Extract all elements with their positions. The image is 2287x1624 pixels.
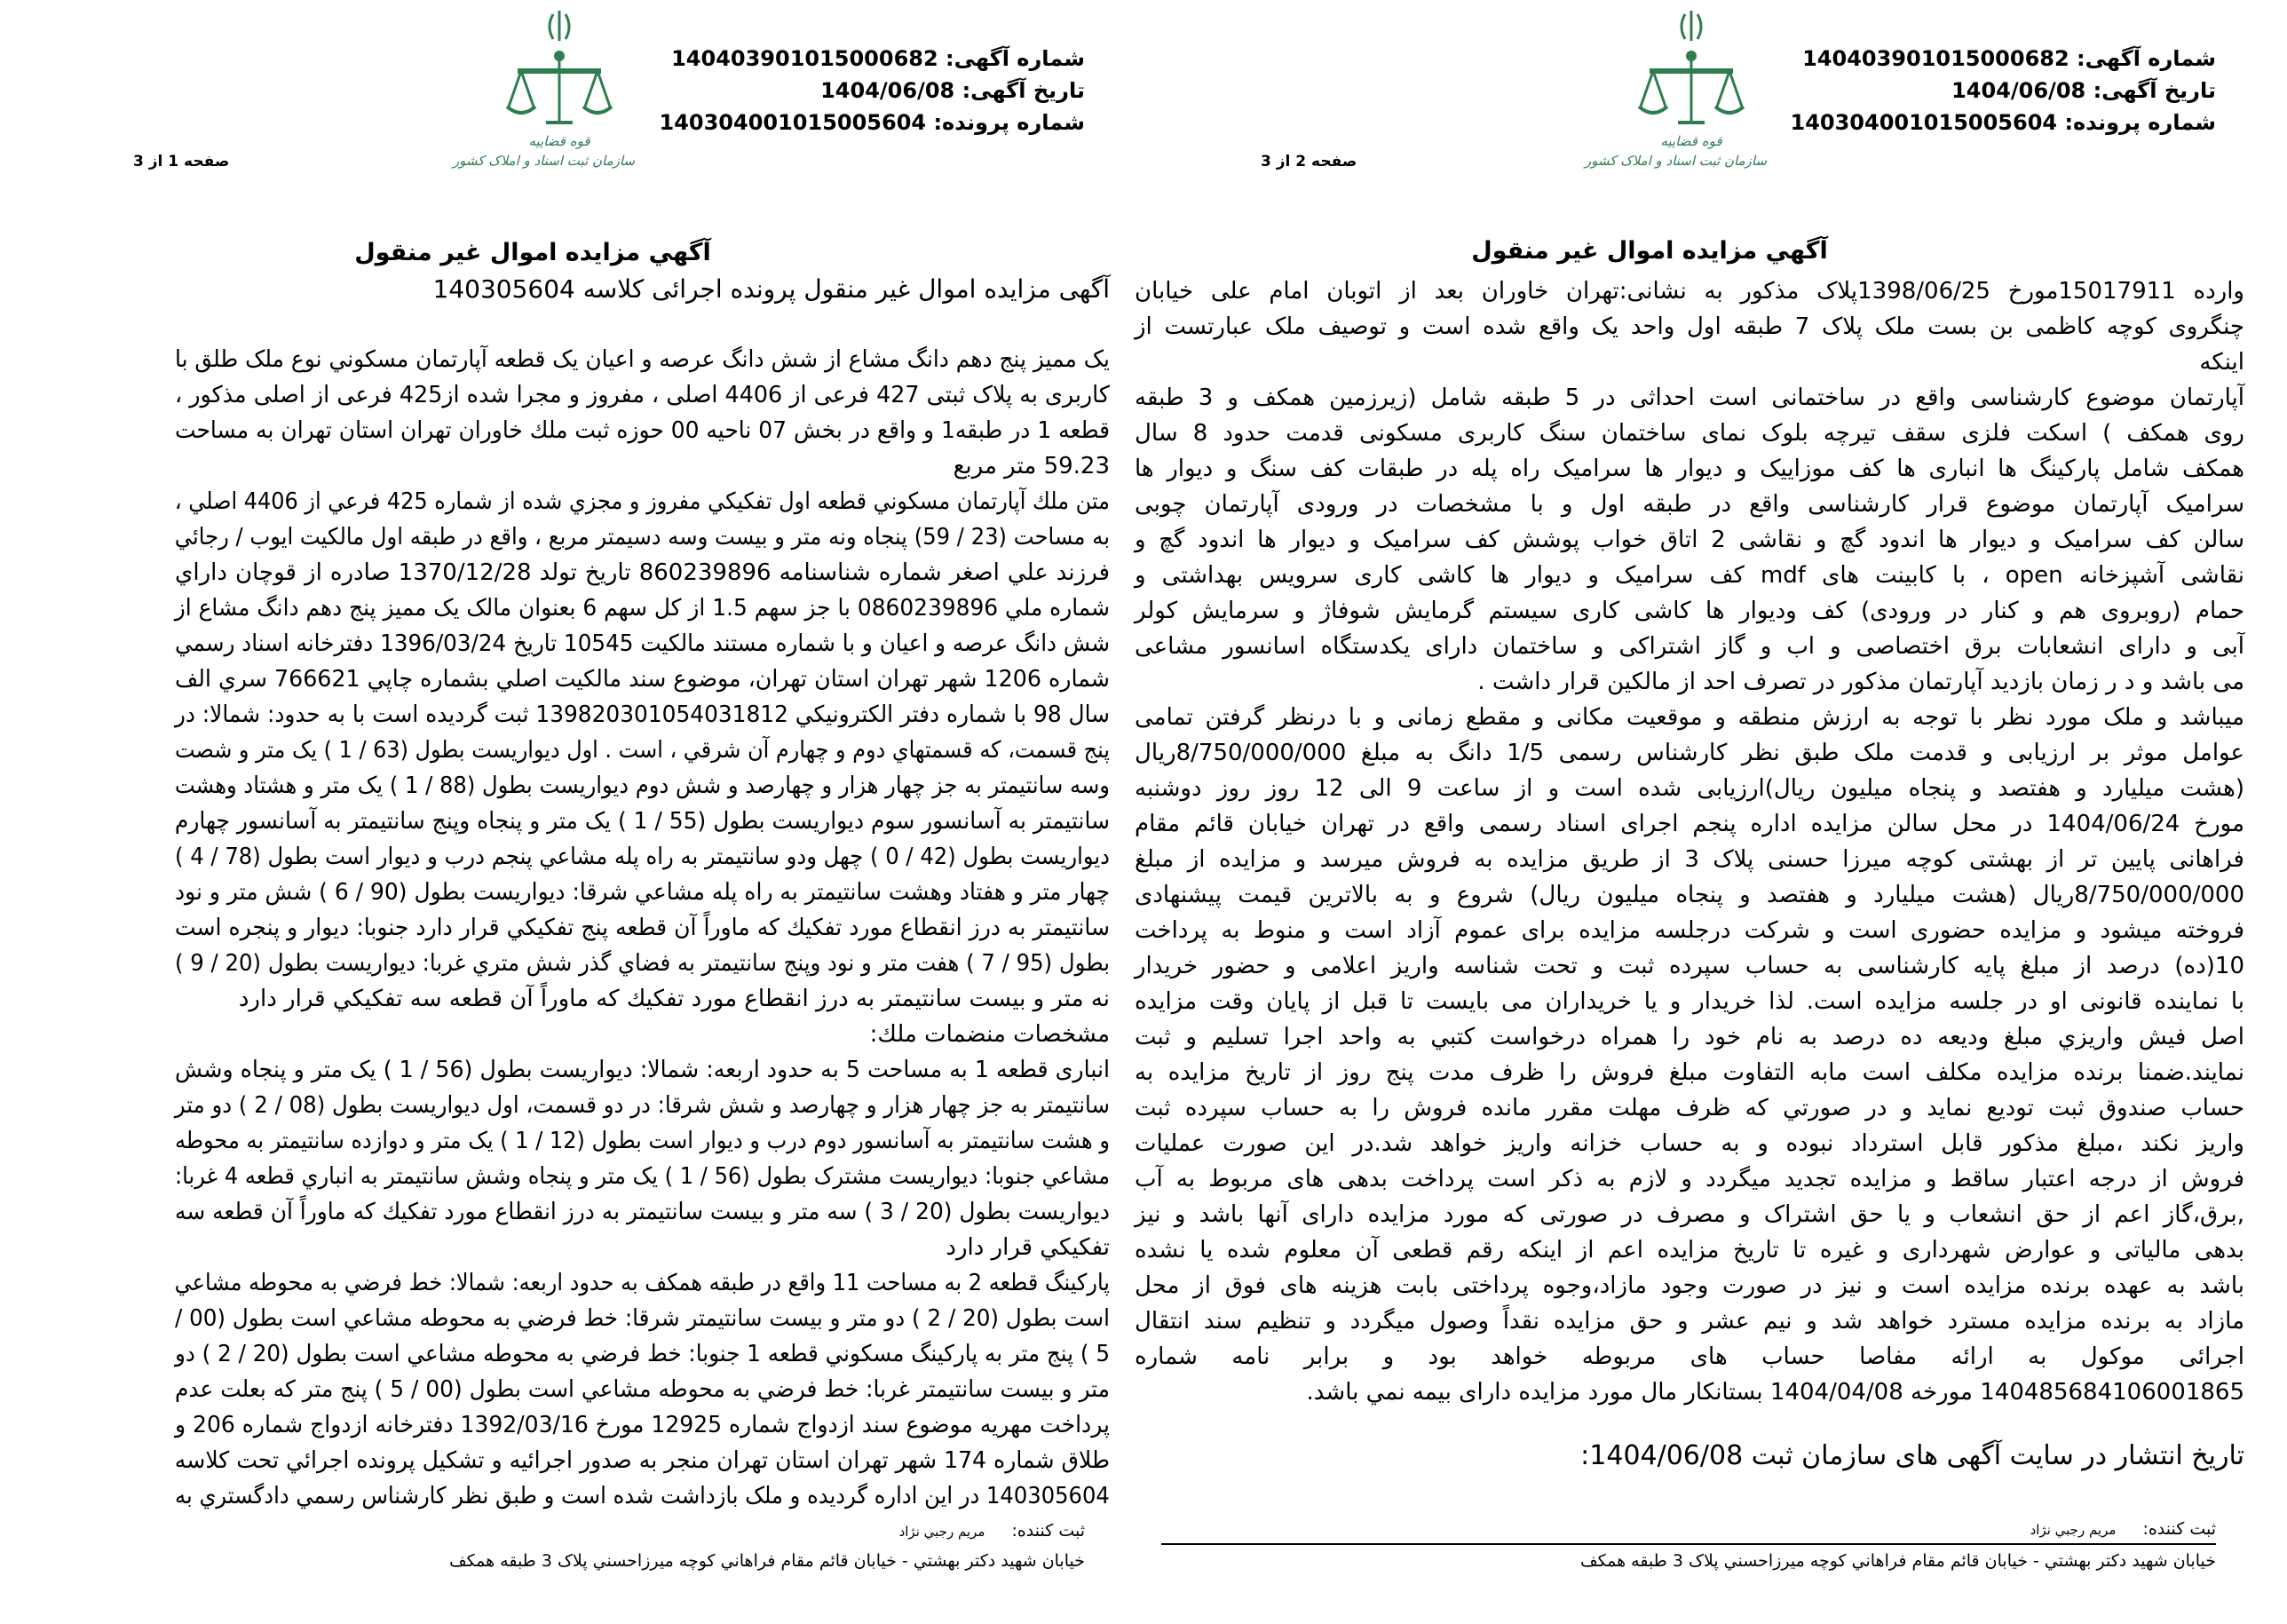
text-line-content: شماره 1206 شهر تهران استان تهران، موضوع سند مالكيت اصلي بشماره چاپي 766621 سري الف <box>175 666 1110 693</box>
header-info <box>1791 43 2217 139</box>
judiciary-logo <box>452 7 635 207</box>
text-line <box>1135 1374 2244 1410</box>
text-line <box>175 804 1110 839</box>
text-line <box>1135 913 2244 948</box>
text-line-content: (هشت میلیارد و هفتصد و پنجاه میلیون ریال)ارزیابی شده است و از ساعت 9 الی 12 روز روز دوشنبه <box>1135 775 2244 802</box>
text-line-content: تفكيكي قرار دارد <box>946 1234 1110 1261</box>
text-line <box>175 1301 1110 1336</box>
text-line <box>1135 1303 2244 1339</box>
text-line-content: چهار متر و هفتاد وهشت سانتيمتر به راه پله مشاعي شرقا: ديواريست بطول (90 / 6 ) شش متر و نود <box>175 879 1111 906</box>
text-line-content: ,برق،گاز اعم از حق انشعاب و یا حق اشتراک و مصرف در صورتی که مورد مزایده دارای آنها باشد و نیز <box>1135 1201 2244 1228</box>
text-line <box>1135 416 2244 451</box>
text-line <box>175 1336 1110 1372</box>
publish-date-line: تاریخ انتشار در سایت آگهی های سازمان ثبت 1404/06/08: <box>1580 1440 2244 1471</box>
text-line <box>175 1443 1110 1478</box>
text-line-content: سانتيمتر به آسانسور سوم ديواريست بطول (55 / 1 ) يک متر و پنجاه وپنج سانتيمتر به آسانسور چهارم <box>174 808 1110 835</box>
text-line-content: با نماینده قانونی او در جلسه مزایده است. لذا خریدار و یا خریداران می بایست تا قبل از پایان وقت مزایده <box>1135 988 2244 1015</box>
text-line-content: مشاعي جنوبا: ديواريست مشترک بطول (56 / 1 ) يک متر و پنجاه وشش سانتيمتر به انباري قطعه 4 غربا: <box>175 1163 1111 1190</box>
text-line <box>1135 1090 2244 1126</box>
text-line-content: کاربری به پلاک ثبتی 427 فرعی از 4406 اصلی ، مفروز و مجرا شده از425 فرعی از اصلی مذکور ، <box>175 382 1110 408</box>
text-line-content: آپارتمان موضوع کارشناسی واقع در ساختمانی است احداثی در 5 طبقه شامل (زیرزمین همکف و 3 طبقه <box>1135 384 2245 411</box>
header-info <box>660 43 1086 139</box>
text-line <box>175 1478 1110 1514</box>
text-line-content: 59.23 متر مربع <box>953 453 1110 479</box>
registrar: ثبت کننده:مریم رجبي نژاد <box>898 1521 1085 1541</box>
text-line <box>1135 273 2244 309</box>
page-title: آگهي مزايده اموال غير منقول <box>354 239 711 266</box>
ad-number: شماره آگهی: 140403901015000682 <box>671 46 1085 71</box>
text-line <box>1135 629 2244 664</box>
case-number: شماره پرونده: 140304001015005604 <box>1790 110 2216 135</box>
text-line <box>1135 664 2244 700</box>
text-line-content: 5 ) پنج متر به پاركينگ مسكوني قطعه 1 جنوبا: خط فرضي به محوطه مشاعي است بطول (20 / 2 ) دو <box>174 1341 1110 1367</box>
text-line <box>1135 522 2244 558</box>
logo-text-judiciary: قوه قضاییه <box>528 133 590 149</box>
text-line-content: شش دانگ عرصه و اعیان و با شماره مستند مالکیت 10545 تاریخ 1396/03/24 دفترخانه اسناد رسمي <box>175 630 1111 657</box>
text-line <box>1135 1268 2244 1303</box>
text-line <box>1135 345 2244 380</box>
scales-of-justice-icon <box>1634 7 1749 131</box>
text-line-content: پاركينگ قطعه 2 به مساحت 11 واقع در طبقه همکف به حدود اربعه: شمالا: خط فرضي به محوطه مشاعي <box>174 1270 1110 1296</box>
text-line <box>175 484 1110 519</box>
text-line <box>1135 558 2244 593</box>
text-line-content: وسه سانتيمتر به جز چهار هزار و چهارصد و شش دوم ديواريست بطول (88 / 1 ) يک متر و هشتاد وهشت <box>174 772 1110 799</box>
notice-body <box>175 342 1110 1514</box>
text-line-content: مورخ 1404/06/24 در محل سالن مزایده اداره پنجم اجرای اسناد رسمی واقع در تهران خیابان قائم مقام <box>1135 811 2244 837</box>
text-line <box>175 626 1110 661</box>
text-line <box>175 1194 1110 1230</box>
page-subtitle: آگهی مزایده اموال غیر منقول پرونده اجرائی کلاسه 140305604 <box>432 274 1110 304</box>
text-line <box>1135 451 2244 487</box>
text-line-content: فروش از درجه اعتبار ساقط و مزایده تجدید میگردد و لازم به ذکر است پرداخت بدهی های مربوط به آب <box>1135 1166 2244 1192</box>
text-line <box>175 448 1110 484</box>
text-line <box>175 590 1110 626</box>
text-line <box>175 1017 1110 1052</box>
text-line <box>175 342 1110 377</box>
text-line <box>1135 1232 2244 1268</box>
text-line <box>1135 842 2244 877</box>
text-line-content: بدهی مالیاتی و عوارض شهرداری و غیره تا تاریخ مزایده اعم از اینکه رقم قطعی آن معلوم شده یا نشده <box>1135 1237 2244 1264</box>
notice-body <box>1135 273 2244 1410</box>
text-line <box>1135 593 2244 629</box>
text-line <box>175 555 1110 590</box>
text-line <box>175 697 1110 733</box>
page-2 <box>1136 0 2287 1624</box>
text-line-content: 140305604 در این اداره گرديده و ملک بازداشت شده است و طبق نظر كارشناس رسمي دادگستري به <box>175 1483 1110 1509</box>
text-line-content: مازاد به برنده مزایده مسترد خواهد شد و نیم عشر و حق مزایده نقداً وصول میگردد و تنظیم سند انتقال <box>1135 1308 2244 1335</box>
text-line-content: آبی و دارای انشعابات برق اختصاصی و اب و گاز اشتراکی و ساختمان دارای یکدستگاه اسانسور مشاعی <box>1135 633 2244 660</box>
text-line-content: 140485684106001865 مورخه 1404/04/08 بستانکار مال مورد مزایده دارای بیمه نمي باشد. <box>1306 1379 2244 1406</box>
text-line-content: اجرائی موکول به ارائه مفاصا حساب های مربوطه خواهد بود و برابر نامه شماره <box>1135 1343 2244 1370</box>
page-title: آگهي مزايده اموال غير منقول <box>1471 237 1828 265</box>
text-line-content: اصل فیش واریزي مبلغ ودیعه ده درصد به نام خود را همراه درخواست کتبي به واحد اجرا تسلیم و ثبت <box>1135 1024 2244 1050</box>
scales-of-justice-icon <box>502 7 617 131</box>
text-line-content: روی همکف ) اسکت فلزی سقف تیرچه بلوک نمای ساختمان سنگ کاربری مسکونی قدمت حدود 8 سال <box>1135 420 2244 447</box>
address: خيابان شهيد دكتر بهشتي - خيابان قائم مقام فراهاني كوچه ميرزاحسني پلاک 3 طبقه همكف <box>448 1551 1085 1571</box>
text-line-content: پرداخت مهريه موضوع سند ازدواج شماره 12925 مورخ 1392/03/16 دفترخانه ازدواج شماره 206 و <box>174 1412 1110 1438</box>
text-line <box>175 1088 1110 1123</box>
text-line <box>1135 1339 2244 1374</box>
text-line-content: واریز نکند ،مبلغ مذکور قابل استرداد نبوده و به حساب خزانه واریز خواهد شد.در این صورت عملیات <box>1135 1130 2244 1157</box>
text-line <box>1135 948 2244 984</box>
text-line-content: متر و بيست سانتيمتر غربا: خط فرضي به محوطه مشاعي است بطول (00 / 5 ) پنج متر كه بعلت عدم <box>175 1376 1110 1403</box>
text-line <box>1135 877 2244 913</box>
text-line <box>1135 1126 2244 1161</box>
registrar: ثبت کننده:مریم رجبي نژاد <box>2030 1519 2216 1539</box>
text-line <box>175 661 1110 697</box>
text-line-content: نه متر و بيست سانتيمتر به درز انقطاع مورد تفكيك كه ماوراً آن قطعه سه تفكيكي قرار دارد <box>238 986 1110 1012</box>
text-line-content: فروخته میشود و مزایده حضوری است و شرکت درجلسه مزایده برای عموم آزاد است و منوط به پرداخت <box>1135 917 2244 944</box>
text-line <box>175 1407 1110 1443</box>
text-line-content: است بطول (20 / 2 ) دو متر و بيست سانتيمتر شرقا: خط فرضي به محوطه مشاعي است بطول (00 / <box>174 1305 1110 1332</box>
text-line <box>1135 806 2244 842</box>
text-line-content: و هشت سانتيمتر به آسانسور دوم درب و ديوار است بطول (12 / 1 ) يک متر و دوازده سانتيمتر به محوطه <box>175 1128 1110 1154</box>
text-line <box>1135 487 2244 522</box>
text-line-content: سانتيمتر به جز چهار هزار و چهارصد و شش شرقا: در دو قسمت، اول ديواريست بطول (08 / 2 ) دو متر <box>174 1092 1111 1119</box>
text-line <box>1135 1197 2244 1232</box>
text-line <box>175 981 1110 1017</box>
page-1 <box>0 0 1136 1624</box>
text-line <box>175 839 1110 875</box>
logo-text-registration-org: سازمان ثبت اسناد و املاک کشور <box>452 153 635 169</box>
text-line <box>175 1123 1110 1159</box>
text-line <box>1135 700 2244 735</box>
text-line-content: سال 98 با شماره دفتر الكترونيكي 139820301054031812 ثبت گرديده است با به حدود: شمالا: در <box>174 701 1110 728</box>
text-line-content: ديواريست بطول (20 / 3 ) سه متر و بيست سانتيمتر به درز انقطاع مورد تفكيك كه ماوراً آن قطعه سه <box>175 1199 1110 1225</box>
text-line-content: اینکه <box>2199 349 2244 376</box>
text-line <box>175 733 1110 768</box>
ad-date: تاریخ آگهی: 1404/06/08 <box>1951 78 2216 103</box>
text-line-content: یک ممیز پنج دهم دانگ مشاع از شش دانگ عرصه و اعیان یک قطعه آپارتمان مسکوني نوع ملک طلق با <box>175 346 1110 373</box>
text-line-content: فراهانی پایین تر از بهشتی کوچه میرزا حسنی پلاک 3 از طریق مزایده به فروش میرسد و مزایده از مبلغ <box>1135 846 2244 873</box>
text-line-content: بطول (95 / 7 ) هفت متر و نود وپنج سانتيمتر به فضاي گذر شش متري غربا: ديواريست بطول (20 / 9 ) <box>175 950 1110 977</box>
text-line <box>1135 380 2244 416</box>
text-line <box>1135 1055 2244 1090</box>
text-line <box>1135 1161 2244 1197</box>
text-line <box>175 1372 1110 1407</box>
text-line-content: متن ملك آپارتمان مسكوني قطعه اول تفكيكي مفروز و مجزي شده از شماره 425 فرعي از 4406 اصلي ، <box>174 488 1110 515</box>
text-line <box>175 768 1110 804</box>
text-line-content: عوامل موثر بر ارزیابی و قدمت ملک طبق نظر کارشناس رسمی 1/5 دانگ به مبلغ 8/750/000/000ریال <box>1135 740 2244 766</box>
text-line-content: 10(ده) درصد از مبلغ پایه کارشناسی به حساب سپرده ثبت و تحت شناسه واریز اعلامی و حضور خریدار <box>1135 953 2244 979</box>
text-line-content: نمایند.ضمنا برنده مزایده مکلف است مابه التفاوت مبلغ فروش را ظرف مدت پنج روز از تاریخ مزایده به <box>1135 1059 2244 1086</box>
text-line-content: وارده 15017911مورخ 1398/06/25پلاک مذکور به نشانی:تهران خاوران بعد از اتوبان امام علی خیابان <box>1135 278 2244 305</box>
text-line-content: میباشد و ملک مورد نظر با توجه به ارزش منطقه و موقعیت مکانی و مقطع زمانی و با درنظر گرفتن تمامی <box>1135 704 2244 731</box>
text-line <box>175 1052 1110 1088</box>
case-number: شماره پرونده: 140304001015005604 <box>659 110 1085 135</box>
ad-number: شماره آگهی: 140403901015000682 <box>1802 46 2216 71</box>
page-number: صفحه 1 از 3 <box>133 153 230 170</box>
text-line-content: سانتيمتر به درز انقطاع مورد تفكيك كه ماوراً آن قطعه پنج تفكيكي قرار دارد جنوبا: ديوار و پنجره است <box>174 915 1110 941</box>
text-line <box>1135 735 2244 771</box>
text-line <box>175 377 1110 413</box>
text-line <box>175 1230 1110 1265</box>
ad-date: تاریخ آگهی: 1404/06/08 <box>820 78 1085 103</box>
text-line <box>175 413 1110 448</box>
text-line-content: حساب صندوق ثبت تودیع نماید و در صورتي که ظرف مهلت مقرر مانده فروش را به حساب سپرده ثبت <box>1135 1095 2244 1121</box>
text-line-content: چنگروی کوچه کاظمی بن بست ملک پلاک 7 طبقه اول واحد یک واقع شده است و توصیف ملک عبارتست از <box>1135 313 2244 340</box>
text-line-content: باشد به عهده برنده مزایده است و نیز در صورت وجود مازاد،وجوه پرداختی بابت هزینه های فوق از محل <box>1135 1272 2244 1299</box>
text-line-content: شماره ملي 0860239896 با جز سهم 1.5 از کل سهم 6 بعنوان مالک یک ممیز پنج دهم دانگ مشاع از <box>174 595 1110 622</box>
text-line <box>175 875 1110 910</box>
text-line-content: مشخصات منضمات ملك: <box>869 1021 1110 1048</box>
divider <box>1161 1543 2216 1545</box>
judiciary-logo <box>1584 7 1767 207</box>
text-line-content: طلاق شماره 174 شهر تهران استان تهران منجر به صدور اجرائيه و تشكيل پرونده اجرائي تحت كلاسه <box>174 1447 1110 1474</box>
text-line-content: به مساحت (23 / 59) پنجاه ونه متر و بيست وسه دسيمتر مربع ، واقع در طبقه اول مالكيت ايوب / رجائي <box>174 524 1110 551</box>
text-line-content: همکف شامل پارکینگ ها انباری ها کف موزاییک و دیوار ها سرامیک راه پله در طبقات کف سنگ و دیوار ها <box>1135 456 2244 482</box>
logo-text-judiciary: قوه قضاییه <box>1660 133 1722 149</box>
text-line <box>175 519 1110 555</box>
text-line-content: 8/750/000/000ریال (هشت میلیارد و هفتصد و پنجاه میلیون ریال) شروع و به بالاترین قیمت پیشنهادی <box>1135 882 2244 908</box>
text-line-content: می باشد و د ر زمان بازدید آپارتمان مذکور در تصرف احد از مالکین قرار داشت . <box>1477 669 2244 695</box>
text-line <box>1135 309 2244 345</box>
address: خيابان شهيد دكتر بهشتي - خيابان قائم مقام فراهاني كوچه ميرزاحسني پلاک 3 طبقه همكف <box>1579 1551 2216 1571</box>
text-line <box>175 1159 1110 1194</box>
text-line-content: سرامیک آپارتمان موضوع قرار کارشناسی واقع در طبقه اول و با مشخصات در ورودی آپارتمان چوبی <box>1135 491 2244 518</box>
text-line <box>1135 771 2244 806</box>
text-line <box>175 910 1110 946</box>
text-line-content: انباری قطعه 1 به مساحت 5 به حدود اربعه: شمالا: ديواريست بطول (56 / 1 ) يک متر و پنجاه وشش <box>175 1057 1111 1083</box>
text-line-content: قطعه 1 در طبقه1 و واقع در بخش 07 ناحیه 00 حوزه ثبت ملك خاوران تهران استان تهران به مساحت <box>175 417 1110 444</box>
text-line-content: نقاشی آشپزخانه open ، با کابینت های mdf کف سرامیک و دیوار ها کاشی کاری سرویس بهداشتی و <box>1135 562 2245 589</box>
page-number: صفحه 2 از 3 <box>1261 153 1357 170</box>
text-line-content: پنج قسمت، كه قسمتهاي دوم و چهارم آن شرقي ، است . اول ديواريست بطول (63 / 1 ) يک متر و شصت <box>175 737 1110 764</box>
text-line-content: حمام (روبروی هم و کنار در ورودی) کف ودیوار ها کاشی کاری سیستم گرمایش شوفاژ و سرمایش کولر <box>1135 598 2244 624</box>
text-line <box>1135 1019 2244 1055</box>
text-line-content: ديواريست بطول (42 / 0 ) چهل ودو سانتيمتر به راه پله مشاعي پنجم درب و ديوار است بطول (78 / 4 ) <box>175 844 1110 870</box>
text-line <box>175 1265 1110 1301</box>
logo-text-registration-org: سازمان ثبت اسناد و املاک کشور <box>1584 153 1767 169</box>
text-line <box>175 946 1110 981</box>
text-line-content: فرزند علي اصغر شماره شناسنامه 860239896 تاريخ تولد 1370/12/28 صادره از قوچان داراي <box>175 559 1110 586</box>
text-line-content: سالن کف سرامیک و دیوار ها اندود گچ و نقاشی 2 اتاق خواب پوشش کف سرامیک و دیوار ها اندود گچ و <box>1135 527 2244 553</box>
text-line <box>1135 984 2244 1019</box>
